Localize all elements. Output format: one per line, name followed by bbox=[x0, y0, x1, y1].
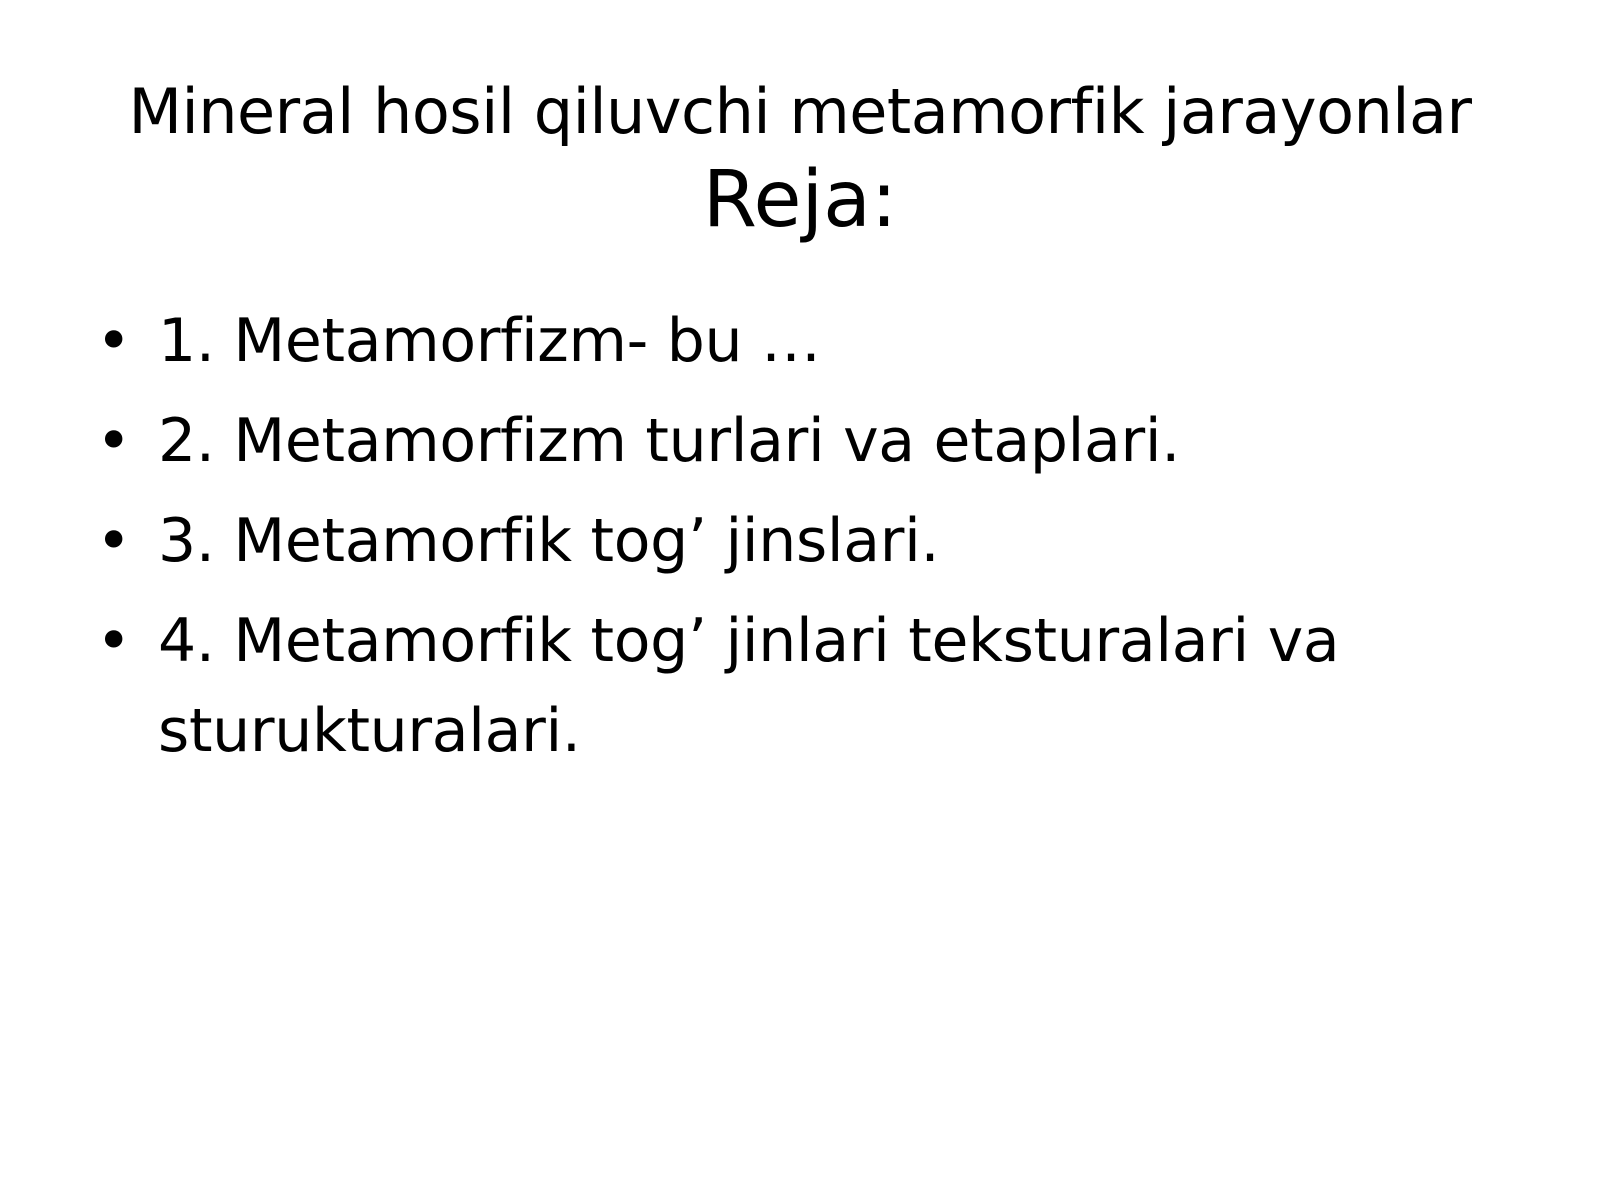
slide-subtitle: Reja: bbox=[702, 155, 898, 245]
list-item-text: 3. Metamorfik tog’ jinslari. bbox=[158, 506, 940, 576]
bullet-icon: • bbox=[96, 406, 132, 476]
list-item bbox=[90, 496, 1490, 586]
list-item-text: 2. Metamorfizm turlari va etaplari. bbox=[158, 406, 1180, 476]
bullet-icon: • bbox=[96, 506, 132, 576]
list-item bbox=[90, 396, 1490, 486]
list-item-text: 1. Metamorfizm- bu … bbox=[158, 306, 821, 376]
slide-title-block bbox=[80, 70, 1520, 246]
list-item bbox=[90, 296, 1490, 386]
slide-title: Mineral hosil qiluvchi metamorfik jarayonlar bbox=[128, 75, 1472, 148]
list-item bbox=[90, 596, 1490, 776]
list-item-text: 4. Metamorfik tog’ jinlari teksturalari va sturukturalari. bbox=[158, 606, 1340, 766]
bullet-list bbox=[90, 296, 1490, 786]
bullet-icon: • bbox=[96, 306, 132, 376]
bullet-icon: • bbox=[96, 606, 132, 676]
